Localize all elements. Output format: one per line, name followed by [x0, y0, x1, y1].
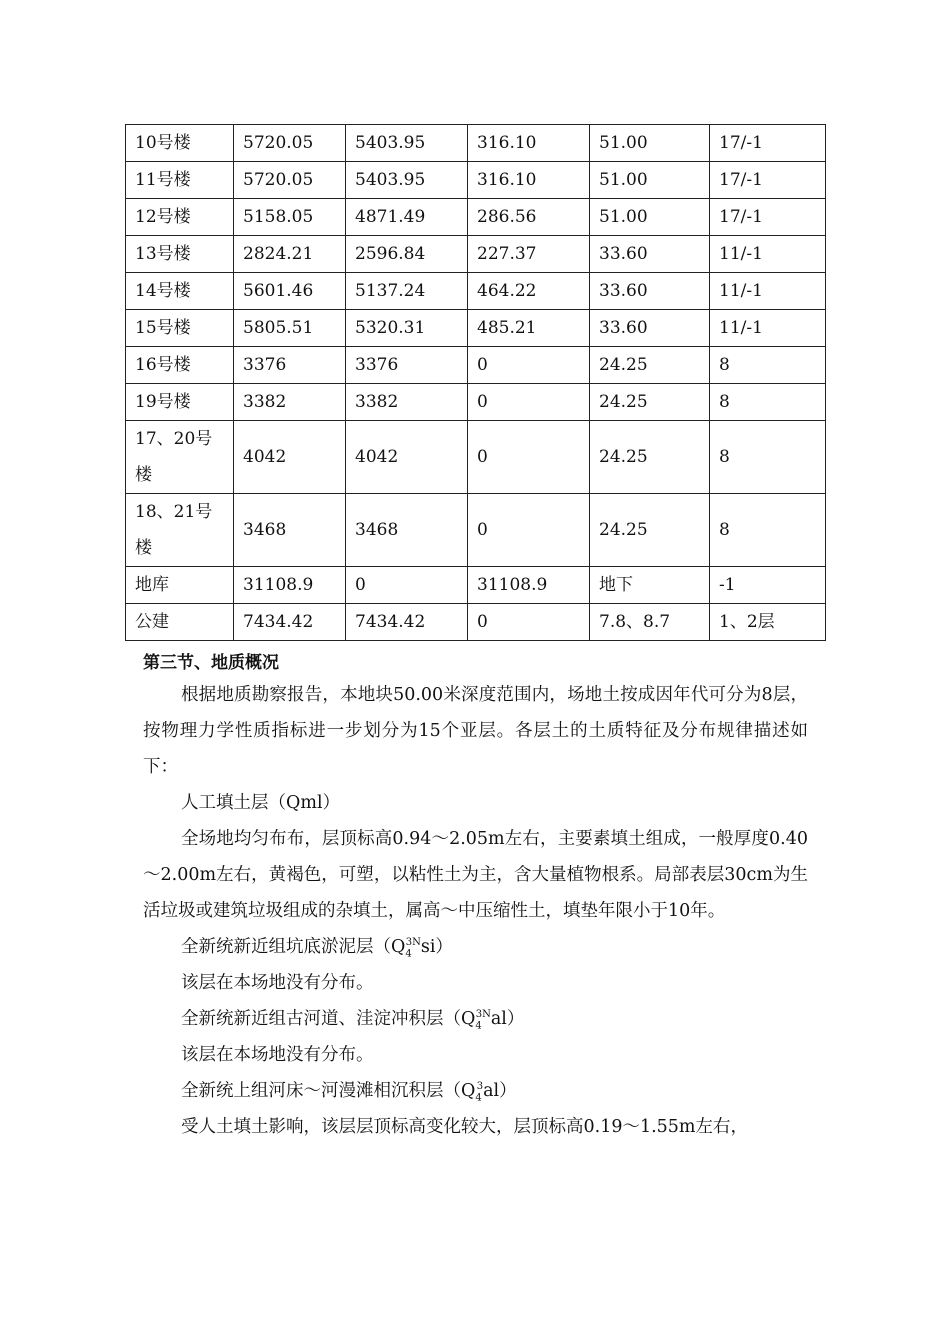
- table-cell: 3376: [346, 347, 468, 384]
- table-cell: 3468: [234, 494, 346, 567]
- body-text: [143, 677, 808, 1145]
- table-cell: 5720.05: [234, 125, 346, 162]
- table-row: [126, 347, 826, 384]
- table-cell: 17/-1: [710, 162, 826, 199]
- section-title: 第三节、地质概况: [143, 653, 279, 673]
- table-cell: 2824.21: [234, 236, 346, 273]
- table-row: [126, 199, 826, 236]
- table-cell: 5601.46: [234, 273, 346, 310]
- table-cell: 17/-1: [710, 199, 826, 236]
- table-cell: 16号楼: [126, 347, 234, 384]
- table-cell: 11/-1: [710, 273, 826, 310]
- table-cell: 24.25: [590, 384, 710, 421]
- table-cell: 地库: [126, 567, 234, 604]
- table-cell: 3382: [346, 384, 468, 421]
- table-row: [126, 236, 826, 273]
- table-cell: 11号楼: [126, 162, 234, 199]
- table-cell: 0: [468, 347, 590, 384]
- table-cell: 8: [710, 384, 826, 421]
- table-cell: 286.56: [468, 199, 590, 236]
- table-cell: 10号楼: [126, 125, 234, 162]
- table-cell: 8: [710, 421, 826, 494]
- table-cell: 19号楼: [126, 384, 234, 421]
- table-cell: 2596.84: [346, 236, 468, 273]
- table-cell: 8: [710, 494, 826, 567]
- table-cell: 1、2层: [710, 604, 826, 641]
- table-cell: 3468: [346, 494, 468, 567]
- table-cell: 3382: [234, 384, 346, 421]
- table-row: [126, 567, 826, 604]
- table-cell: 14号楼: [126, 273, 234, 310]
- table-row: [126, 162, 826, 199]
- paragraph: 全新统新近组古河道、洼淀冲积层$(Q_4^{3N}al)$: [181, 1009, 525, 1032]
- table-cell: 5137.24: [346, 273, 468, 310]
- table-cell: 316.10: [468, 125, 590, 162]
- table-cell: 4871.49: [346, 199, 468, 236]
- table-cell: 4042: [234, 421, 346, 494]
- paragraph: 该层在本场地没有分布。: [181, 973, 374, 993]
- table-cell: 5720.05: [234, 162, 346, 199]
- table-cell: 3376: [234, 347, 346, 384]
- table-row: [126, 384, 826, 421]
- paragraph: 该层在本场地没有分布。: [181, 1045, 374, 1065]
- table-cell: 227.37: [468, 236, 590, 273]
- table-cell: 485.21: [468, 310, 590, 347]
- table-cell: 24.25: [590, 421, 710, 494]
- table-cell: 4042: [346, 421, 468, 494]
- table-cell: 0: [468, 494, 590, 567]
- table-cell: 316.10: [468, 162, 590, 199]
- paragraph: 人工填土层（Qml）: [181, 793, 341, 813]
- table-cell: 8: [710, 347, 826, 384]
- table-cell: 33.60: [590, 236, 710, 273]
- paragraph: 受人土填土影响，该层层顶标高变化较大，层顶标高0.19～1.55m左右，: [181, 1117, 749, 1137]
- table-cell: 0: [468, 384, 590, 421]
- table-row: [126, 604, 826, 641]
- table-row: [126, 273, 826, 310]
- paragraph: 全新统新近组坑底淤泥层$(Q_4^{3N}si)$: [181, 937, 453, 960]
- table-cell: 17、20号楼: [126, 421, 234, 494]
- table-row: [126, 421, 826, 494]
- table-cell: 7.8、8.7: [590, 604, 710, 641]
- table-cell: 31108.9: [468, 567, 590, 604]
- table-cell: 31108.9: [234, 567, 346, 604]
- building-area-table: [125, 124, 826, 641]
- table-cell: 464.22: [468, 273, 590, 310]
- table-cell: 24.25: [590, 347, 710, 384]
- paragraph: 全场地均匀布布，层顶标高0.94～2.05m左右，主要素填土组成，一般厚度0.40～2.00m左右，黄褐色，可塑，以粘性土为主，含大量植物根系。局部表层30cm为生活垃圾或建筑垃圾组成的杂填土，属高～中压缩性土，填垫年限小于10年。: [143, 829, 808, 921]
- table-cell: 12号楼: [126, 199, 234, 236]
- table-cell: 33.60: [590, 273, 710, 310]
- table-cell: 5158.05: [234, 199, 346, 236]
- table-row: [126, 310, 826, 347]
- table-cell: 7434.42: [234, 604, 346, 641]
- table-cell: 17/-1: [710, 125, 826, 162]
- table-cell: -1: [710, 567, 826, 604]
- table-body: [126, 125, 826, 641]
- table-cell: 0: [346, 567, 468, 604]
- table-row: [126, 125, 826, 162]
- paragraph: 根据地质勘察报告，本地块50.00米深度范围内，场地土按成因年代可分为8层，按物理力学性质指标进一步划分为15个亚层。各层土的土质特征及分布规律描述如下：: [143, 685, 808, 777]
- table-cell: 地下: [590, 567, 710, 604]
- table-cell: 51.00: [590, 162, 710, 199]
- paragraph: 全新统上组河床～河漫滩相沉积层$(Q_4^3al)$: [181, 1081, 517, 1104]
- table-cell: 13号楼: [126, 236, 234, 273]
- table-cell: 11/-1: [710, 310, 826, 347]
- table-cell: 5805.51: [234, 310, 346, 347]
- table-cell: 公建: [126, 604, 234, 641]
- table-cell: 0: [468, 604, 590, 641]
- table-row: [126, 494, 826, 567]
- table-cell: 15号楼: [126, 310, 234, 347]
- table-cell: 7434.42: [346, 604, 468, 641]
- table-cell: 5403.95: [346, 125, 468, 162]
- table-cell: 33.60: [590, 310, 710, 347]
- table-cell: 24.25: [590, 494, 710, 567]
- table-cell: 51.00: [590, 125, 710, 162]
- table-cell: 18、21号楼: [126, 494, 234, 567]
- table-cell: 5403.95: [346, 162, 468, 199]
- table-cell: 51.00: [590, 199, 710, 236]
- table-cell: 5320.31: [346, 310, 468, 347]
- table-cell: 11/-1: [710, 236, 826, 273]
- table-cell: 0: [468, 421, 590, 494]
